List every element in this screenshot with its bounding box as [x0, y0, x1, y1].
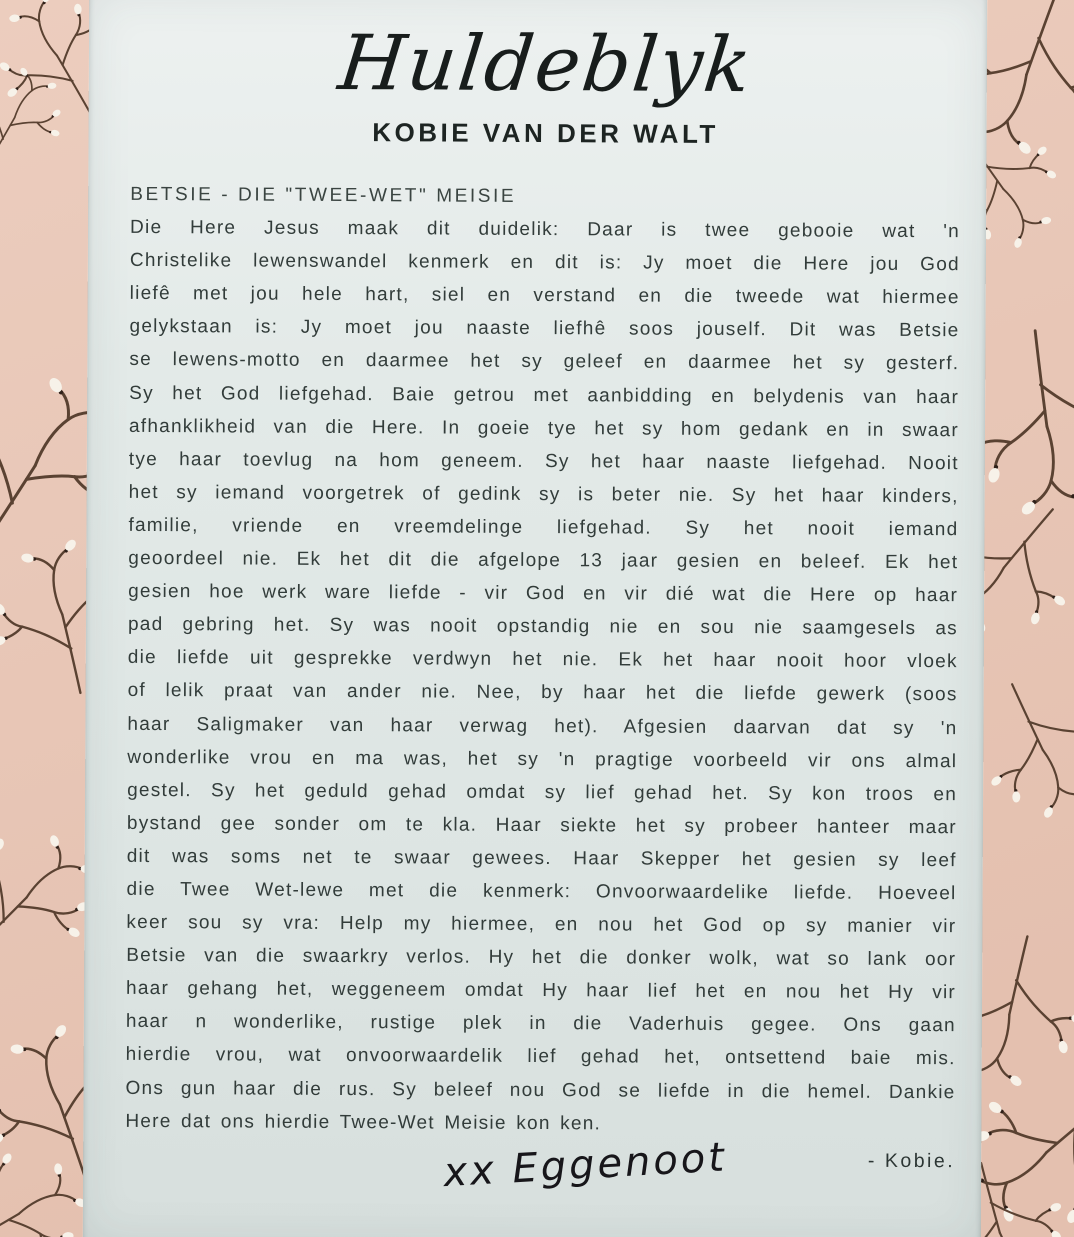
body-line: tye haar toevlug na hom geneem. Sy het haar naaste liefgehad. Nooit	[128, 448, 959, 474]
body-line: of lelik praat van ander nie. Nee, by haar het die liefde gewerk (soos	[127, 680, 958, 706]
body-line: bystand gee sonder om te kla. Haar siekte het sy probeer hanteer maar	[126, 812, 957, 838]
body-line: gesien hoe werk ware liefde - vir God en vir dié wat die Here op haar	[128, 580, 959, 607]
body-line: die Twee Wet-lewe met die kenmerk: Onvoorwaardelike liefde. Hoeveel	[126, 878, 957, 905]
body-line: liefê met jou hele hart, siel en verstand en die tweede wat hiermee	[129, 283, 960, 309]
body-line: wonderlike vrou en ma was, het sy 'n pragtige voorbeeld vir ons almal	[127, 746, 958, 772]
body-line: haar Saligmaker van haar verwag het). Afgesien daarvan dat sy 'n	[127, 713, 958, 739]
body-line: het sy iemand voorgetrek of gedink sy is beter nie. Sy het haar kinders,	[128, 481, 959, 508]
body-line: Ons gun haar die rus. Sy beleef nou God se liefde in die hemel. Dankie	[125, 1077, 956, 1103]
body-line: haar n wonderlike, rustige plek in die Vaderhuis gegee. Ons gaan	[125, 1011, 956, 1037]
tribute-paper	[83, 0, 988, 1237]
body-line: gelykstaan is: Jy moet jou naaste liefhê soos jouself. Dit was Betsie	[129, 316, 960, 342]
person-name: KOBIE VAN DER WALT	[372, 117, 719, 149]
body-line: gestel. Sy het geduld gehad omdat sy lief gehad het. Sy kon troos en	[127, 779, 958, 805]
signoff-kobie: - Kobie.	[867, 1149, 956, 1172]
body-line: dit was soms net te swaar gewees. Haar Skepper het gesien sy leef	[126, 845, 957, 872]
tribute-body	[125, 211, 960, 1142]
body-line: Christelike lewenswandel kenmerk en dit is: Jy moet die Here jou God	[129, 250, 960, 276]
body-line: Betsie van die swaarkry verlos. Hy het die donker wolk, wat so lank oor	[126, 945, 957, 971]
body-line: hierdie vrou, wat onvoorwaardelik lief gehad het, ontsettend baie mis.	[125, 1044, 956, 1070]
body-line: Sy het God liefgehad. Baie getrou met aanbidding en belydenis van haar	[129, 382, 960, 408]
tribute-content	[125, 0, 962, 1237]
body-line: geoordeel nie. Ek het dit die afgelope 13 jaar gesien en beleef. Ek het	[128, 547, 959, 574]
body-line: Here dat ons hierdie Twee-Wet Meisie kon ken.	[125, 1110, 602, 1134]
body-line: keer sou sy vra: Help my hiermee, en nou het God op sy manier vir	[126, 911, 957, 938]
handwritten-signature: xx Eggenoot	[442, 1134, 729, 1197]
body-line: se lewens-motto en daarmee het sy geleef en daarmee het sy gesterf.	[129, 349, 960, 375]
body-line: afhanklikheid van die Here. In goeie tye het sy hom gedank en in swaar	[128, 415, 960, 441]
tribute-title: Huldeblyk	[334, 17, 758, 110]
body-line: die liefde uit gesprekke verdwyn het nie. Ek het haar nooit hoor vloek	[127, 647, 958, 673]
body-line: Die Here Jesus maak dit duidelik: Daar is twee gebooie wat 'n	[129, 216, 961, 243]
body-line: familie, vriende en vreemdelinge liefgehad. Sy het nooit iemand	[128, 514, 959, 541]
tribute-heading: BETSIE - DIE "TWEE-WET" MEISIE	[130, 183, 517, 207]
body-line: haar gehang het, weggeneem omdat Hy haar lief het en nou het Hy vir	[126, 978, 957, 1004]
body-line: pad gebring het. Sy was nooit opstandig nie en sou nie saamgesels as	[127, 614, 959, 640]
